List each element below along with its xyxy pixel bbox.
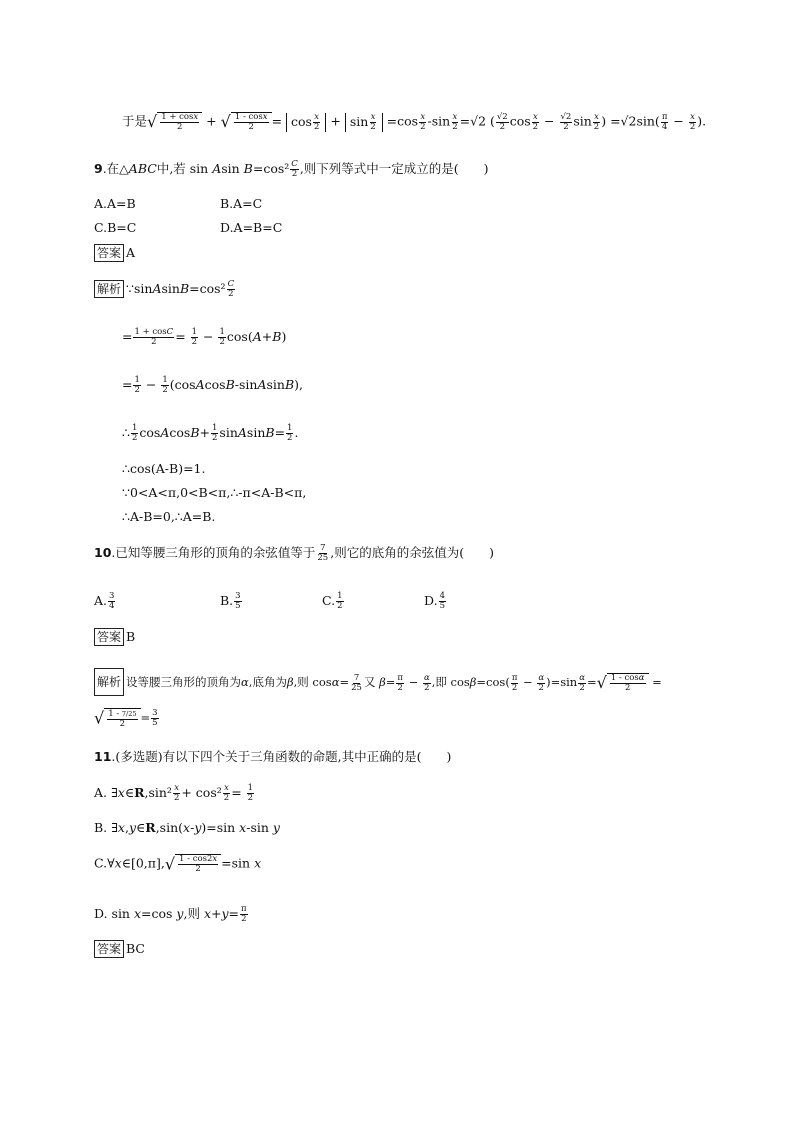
q9-analysis-line-7: ∴A-B=0,∴A=B. xyxy=(122,509,216,524)
q11-option-c: C.∀x∈[0,π],√ $\frac{1 - \cos 2x}{2}$ =sin x xyxy=(94,854,262,874)
solution-continuation-line: 于是√ $\frac{1 + \cos x}{2}$ + √ $\frac{1 - \cos x}{2}$ = cos $\frac{x}{2}$ + sin $\frac{x}{2}$ =cos $\frac{x}{2}$ -sin $\frac{x}{2}$ =√2 ( $\frac{√2}{2}$ cos $\frac{x}{2}$ − $\frac{√2}{2}$ sin $\frac{x}{2}$ ) =√2sin( $\frac{\pi}{4}$ − $\frac{x}{2}$ ). xyxy=(122,111,707,132)
q9-analysis-line-3: = $\frac{1}{2}$ − $\frac{1}{2}$ (cosAcosB-sinAsinB), xyxy=(122,375,303,395)
q9-analysis-line-5: ∴cos(A-B)=1. xyxy=(122,461,206,476)
q9-option-d: D.A=B=C xyxy=(220,220,283,235)
q11-option-b: B. ∃x,y∈R,sin(x-y)=sin x-sin y xyxy=(94,820,280,835)
q9-option-b: B.A=C xyxy=(220,196,263,211)
q9-answer: 答案 A xyxy=(94,244,135,262)
question-9-stem: 9.在△ABC中,若 sin Asin B=cos² $\frac{C}{2}$ ,则下列等式中一定成立的是( ) xyxy=(94,159,489,179)
q10-option-c: C. $\frac{1}{2}$ xyxy=(322,591,343,611)
q10-option-b: B. $\frac{3}{5}$ xyxy=(220,591,241,611)
q10-analysis-line-2: √ $\frac{1 - 7/25}{2}$ = $\frac{3}{5}$ xyxy=(94,707,158,729)
q10-analysis-line-1: 解析 设等腰三角形的顶角为α,底角为β,则 cosα= $\frac{7}{25}$ 又 β= $\frac{\pi}{2}$ − $\frac{\alpha}{2}$ ,即 cosβ=cos( $\frac{\pi}{2}$ − $\frac{\alpha}{2}$ )=sin $\frac{\alpha}{2}$ =√ $\frac{1 - \cos\alpha}{2}$ = xyxy=(94,668,662,696)
q10-option-d: D. $\frac{4}{5}$ xyxy=(424,591,445,611)
q9-analysis-line-4: ∴ $\frac{1}{2}$ cosAcosB+ $\frac{1}{2}$ sinAsinB= $\frac{1}{2}$ . xyxy=(122,423,299,443)
question-10-stem: 10.已知等腰三角形的顶角的余弦值等于 $\frac{7}{25}$ ,则它的底角的余弦值为( ) xyxy=(94,543,494,563)
analysis-tag: 解析 xyxy=(94,280,124,298)
q9-option-c: C.B=C xyxy=(94,220,137,235)
q9-analysis-line-6: ∵0<A<π,0<B<π,∴-π<A-B<π, xyxy=(122,485,307,500)
q11-answer: 答案 BC xyxy=(94,940,145,958)
q9-analysis-line-2: = $\frac{1 + \cos C}{2}$ = $\frac{1}{2}$ − $\frac{1}{2}$ cos(A+B) xyxy=(122,327,287,347)
q10-answer: 答案 B xyxy=(94,628,135,646)
q11-option-d: D. sin x=cos y,则 x+y= $\frac{\pi}{2}$ xyxy=(94,904,247,924)
q11-option-a: A. ∃x∈R,sin² $\frac{x}{2}$ + cos² $\frac{x}{2}$ = $\frac{1}{2}$ xyxy=(94,783,254,803)
q10-option-a: A. $\frac{3}{4}$ xyxy=(94,591,115,611)
question-11-stem: 11.(多选题)有以下四个关于三角函数的命题,其中正确的是( ) xyxy=(94,749,452,764)
q9-analysis-line-1: 解析 ∵sinAsinB=cos² $\frac{C}{2}$ xyxy=(94,280,236,299)
answer-tag: 答案 xyxy=(94,244,124,262)
q9-option-a: A.A=B xyxy=(94,196,136,211)
